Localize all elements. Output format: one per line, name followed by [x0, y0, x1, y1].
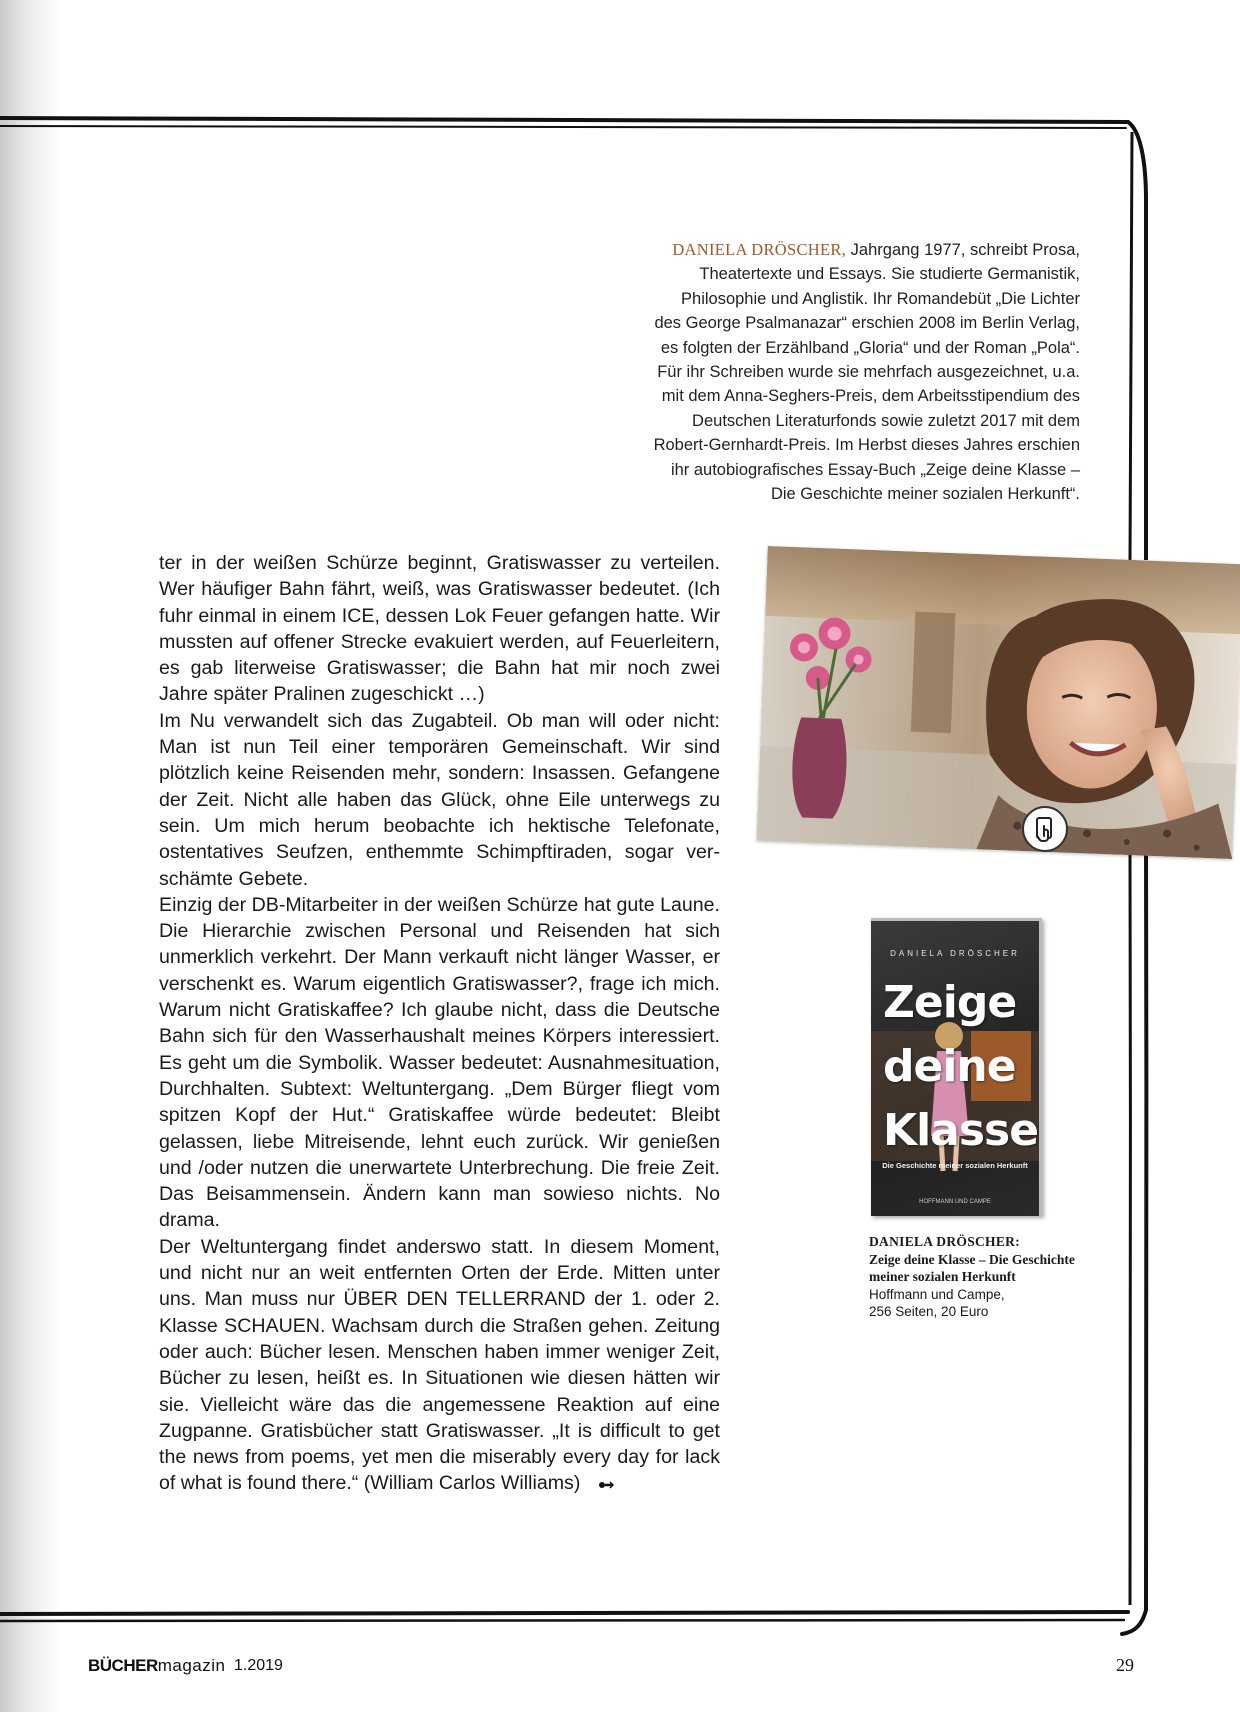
bio-line: Jahrgang 1977, schreibt Prosa,: [846, 241, 1080, 259]
bio-line: des George Psalmanazar“ erschien 2008 im Berlin Verlag,: [654, 314, 1080, 333]
caption-author: DANIELA DRÖSCHER:: [869, 1234, 1020, 1249]
bio-line: Für ihr Schreiben wurde sie mehrfach ausgezeichnet, u.a.: [657, 363, 1080, 382]
article-paragraph: Einzig der DB-Mitarbeiter in der weißen Schürze hat gute Laune. Die Hierarchie zwischen Personal und Reisenden hat sich unmerklich verkehrt. Der Mann verkauft nicht länger Wasser, er verschenkt es. Warum eigentlich Gratiswasser?, frage ich mich. Warum nicht Gratiskaffee? Ich glaube nicht, dass die Deutsche Bahn sich für den Wasserhaushalt meines Körpers interessiert. Es geht um die Symbolik. Wasser bedeutet: Ausnahmesituation, Durchhalten. Subtext: Weltuntergang. „Dem Bürger fliegt vom spitzen Kopf der Hut.“ Gratiskaffee würde bedeutet: Bleibt gelassen, liebe Mitreisende, lehnt euch zurück. Wir genießen und /oder nutzen die unerwartete Unterbrechung. Die freie Zeit. Das Beisammensein. Ändern kann man sowieso nichts. No drama.: [159, 893, 720, 1232]
logo-light: magazin: [157, 1656, 226, 1675]
bio-line: Die Geschichte meiner sozialen Herkunft“.: [770, 485, 1080, 504]
bio-line: ihr autobiografisches Essay-Buch „Zeige deine Klasse –: [670, 460, 1080, 479]
magazine-logo: [88, 1656, 226, 1676]
bio-line: Deutschen Literaturfonds sowie zuletzt 2017 mit dem: [692, 411, 1080, 430]
page-number: 29: [1116, 1655, 1134, 1675]
cover-title-line: Zeige: [883, 977, 1017, 1028]
cover-subtitle: Die Geschichte meiner sozialen Herkunft: [882, 1161, 1028, 1170]
article-paragraph: [159, 1234, 720, 1498]
bio-line: Robert-Gernhardt-Preis. Im Herbst dieses Jahres erschien: [653, 436, 1080, 455]
caption-title: Zeige deine Klasse – Die Geschichte meiner sozialen Herkunft: [869, 1251, 1075, 1284]
bio-line: Philosophie und Anglistik. Ihr Romandebüt „Die Lichter: [681, 289, 1080, 308]
cover-publisher: HOFFMANN UND CAMPE: [919, 1199, 991, 1205]
article-last-paragraph: Der Weltuntergang findet anderswo statt. In diesem Moment, und nicht nur an weit entfernten Orten der Erde. Mitten unter uns. Man muss nur ÜBER DEN TELLERRAND der 1. oder 2. Klasse SCHAUEN. Wachsam durch die Straßen gehen. Zeitung oder auch: Bücher lesen. Menschen haben immer weniger Zeit, Bücher zu lesen, heißt es. In Situationen wie diesen hätten wir sie. Vielleicht wäre das die angemessene Reaktion auf eine Zugpanne. Gratisbücher statt Gratiswasser. „It is difficult to get the news from poems, yet men die miserably every day for lack of what is found there.“ (William Carlos Williams): [159, 1235, 720, 1495]
article-paragraph: ter in der weißen Schürze beginnt, Gratiswasser zu verteilen. Wer häufiger Bahn fährt, weiß, was Gratiswasser bedeutet. (Ich fuhr einmal in einem ICE, dessen Lok Feuer gefangen hatte. Wir mussten auf offener Strecke evakuiert werden, auf Feuerleitern, es gab literweise Gratiswasser; die Bahn hat mir noch zwei Jahre später Pralinen zugeschickt …): [159, 552, 720, 706]
article-body: [159, 550, 720, 1497]
cover-title-line: Klasse: [883, 1105, 1039, 1156]
author-photo-illustration: [757, 546, 1240, 859]
bio-line: es folgten der Erzählband „Gloria“ und der Roman „Pola“.: [660, 338, 1080, 357]
cover-title-line: deine: [883, 1041, 1016, 1092]
book-cover[interactable]: [871, 918, 1042, 1216]
tap-hand-icon[interactable]: [1022, 806, 1068, 852]
cover-title: [883, 971, 1039, 1163]
bio-line: mit dem Anna-Seghers-Preis, dem Arbeitsstipendium des: [661, 387, 1080, 406]
logo-bold: BÜCHER: [88, 1656, 158, 1675]
end-mark-icon: [598, 1471, 614, 1497]
book-caption: [869, 1233, 1089, 1321]
author-bio: [560, 238, 1080, 506]
issue-number: 1.2019: [234, 1657, 283, 1674]
bio-author-name: DANIELA DRÖSCHER,: [672, 240, 847, 259]
cover-author: DANIELA DRÖSCHER: [890, 949, 1020, 958]
caption-details: 256 Seiten, 20 Euro: [869, 1304, 989, 1319]
bio-line: Theatertexte und Essays. Sie studierte Germanistik,: [699, 265, 1080, 284]
author-photo: [757, 546, 1240, 859]
article-paragraph: Im Nu verwandelt sich das Zugabteil. Ob man will oder nicht: Man ist nun Teil einer temporären Gemeinschaft. Wir sind plötzlich keine Reisenden mehr, sondern: Insassen. Gefangene der Zeit. Nicht alle haben das Glück, ohne Eile unterwegs zu sein. Um mich herum beobachte ich hektische Telefonate, ostentatives Seufzen, enthemmte Schimpftiraden, sogar verschämte Gebete.: [159, 709, 720, 890]
caption-publisher: Hoffmann und Campe,: [869, 1286, 1005, 1302]
